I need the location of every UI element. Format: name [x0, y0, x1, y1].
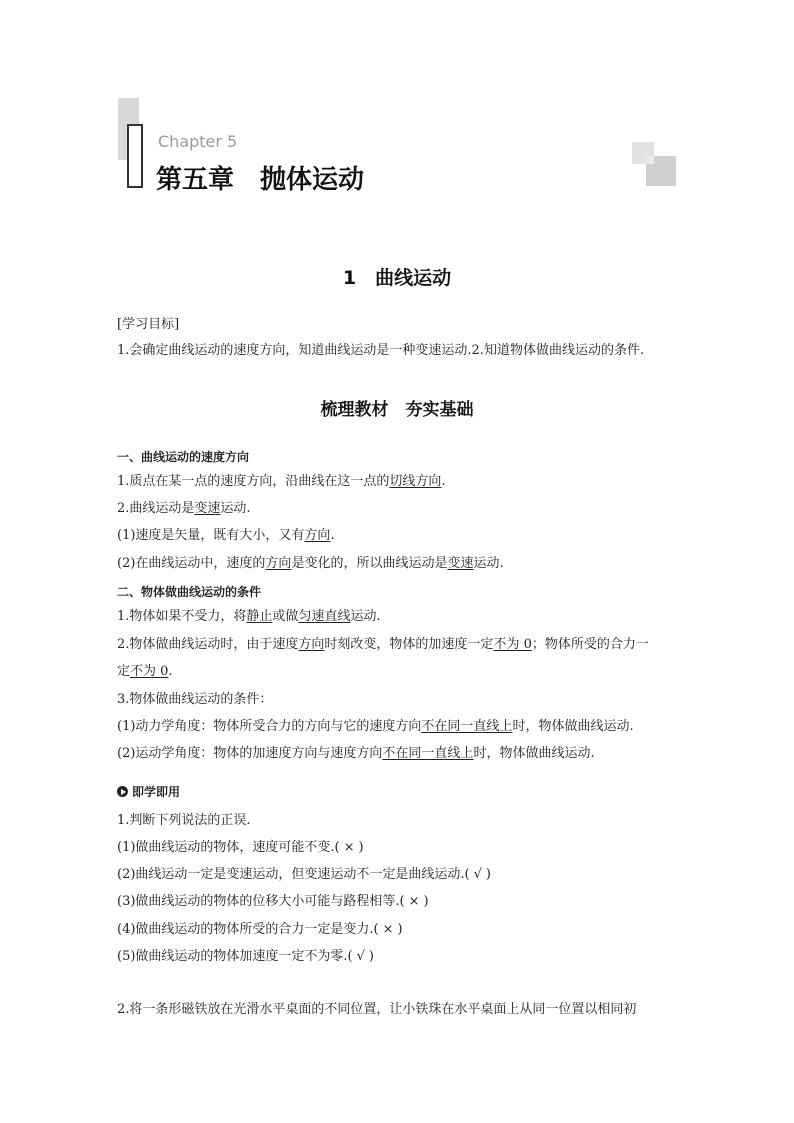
part1-heading: 一、曲线运动的速度方向 — [117, 450, 250, 464]
goals-label: [学习目标] — [117, 317, 180, 332]
part2-heading: 二、物体做曲线运动的条件 — [117, 585, 262, 599]
blank-answer: 不在同一直线上 — [421, 719, 513, 734]
practice-item: (4)做曲线运动的物体所受的合力一定是变力.( × ) — [117, 922, 403, 937]
subsection-title: 梳理教材 夯实基础 — [320, 400, 474, 420]
practice-item: (5)做曲线运动的物体加速度一定不为零.( √ ) — [117, 949, 374, 964]
practice-question-1: 1.判断下列说法的正误. — [117, 813, 251, 828]
chapter-title: 第五章 抛体运动 — [156, 165, 365, 195]
answer-mark: × — [343, 840, 355, 855]
chapter-label: Chapter 5 — [158, 132, 238, 151]
goals-text: 1.会确定曲线运动的速度方向，知道曲线运动是一种变速运动.2.知道物体做曲线运动的条件. — [117, 343, 645, 358]
part2-line-3: 定不为 0. — [117, 664, 173, 679]
part2-line-4: 3.物体做曲线运动的条件： — [117, 692, 273, 707]
blank-answer: 变速 — [194, 501, 221, 516]
practice-heading: 即学即用 — [117, 783, 180, 800]
blank-answer: 方向 — [304, 528, 331, 543]
practice-question-2: 2.将一条形磁铁放在光滑水平桌面的不同位置，让小铁珠在水平桌面上从同一位置以相同初 — [117, 1002, 637, 1017]
part1-line-2: 2.曲线运动是变速运动. — [117, 501, 251, 516]
answer-mark: √ — [473, 867, 482, 882]
part1-line-3: (1)速度是矢量，既有大小，又有方向. — [117, 528, 335, 543]
play-circle-icon — [117, 786, 128, 797]
part2-line-2: 2.物体做曲线运动时，由于速度方向时刻改变，物体的加速度一定不为 0；物体所受的合力一 — [117, 637, 649, 652]
answer-mark: √ — [356, 949, 365, 964]
blank-answer: 方向 — [298, 637, 325, 652]
blank-answer: 不在同一直线上 — [382, 746, 474, 761]
answer-mark: × — [382, 922, 394, 937]
part2-line-1: 1.物体如果不受力，将静止或做匀速直线运动. — [117, 609, 381, 624]
practice-item: (1)做曲线运动的物体，速度可能不变.( × ) — [117, 840, 364, 855]
blank-answer: 变速 — [447, 556, 474, 571]
blank-answer: 切线方向 — [389, 474, 442, 489]
part2-line-6: (2)运动学角度：物体的加速度方向与速度方向不在同一直线上时，物体做曲线运动. — [117, 746, 595, 761]
part2-line-5: (1)动力学角度：物体所受合力的方向与它的速度方向不在同一直线上时，物体做曲线运动. — [117, 719, 634, 734]
answer-mark: × — [408, 894, 420, 909]
chapter-decoration-bar — [127, 124, 143, 188]
practice-item: (2)曲线运动一定是变速运动，但变速运动不一定是曲线运动.( √ ) — [117, 867, 491, 882]
blank-answer: 静止 — [246, 609, 273, 624]
blank-answer: 方向 — [265, 556, 292, 571]
blank-answer: 匀速直线 — [298, 609, 351, 624]
blank-answer: 不为 0 — [493, 637, 532, 652]
part1-line-4: (2)在曲线运动中，速度的方向是变化的，所以曲线运动是变速运动. — [117, 556, 504, 571]
blank-answer: 不为 0 — [130, 664, 169, 679]
practice-item: (3)做曲线运动的物体的位移大小可能与路程相等.( × ) — [117, 894, 429, 909]
section-title: 1 曲线运动 — [342, 267, 452, 289]
part1-line-1: 1.质点在某一点的速度方向，沿曲线在这一点的切线方向. — [117, 474, 446, 489]
